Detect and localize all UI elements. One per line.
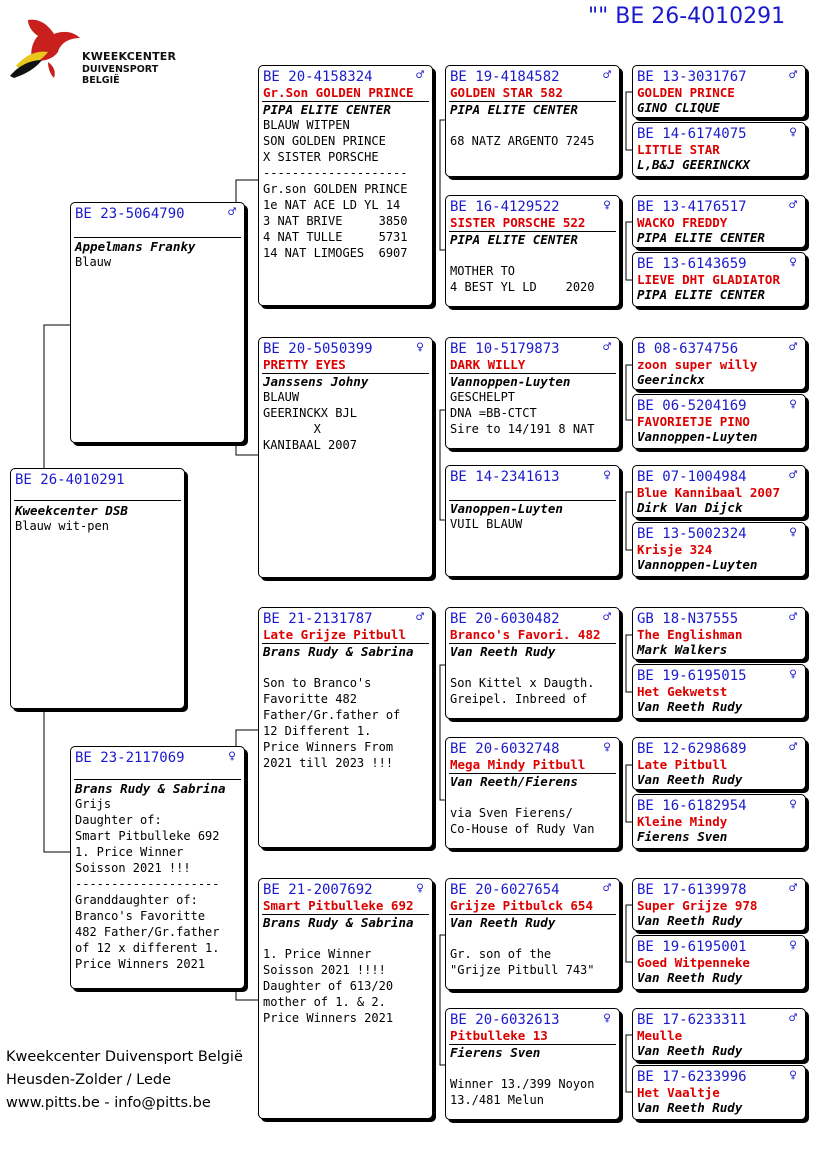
female-icon: ♀: [789, 797, 797, 812]
kweekcenter-logo: [8, 16, 180, 84]
pigeon-details: Son Kittel x Daugth. Greipel. Inbreed of: [450, 676, 595, 706]
owner-name: Fierens Sven: [637, 829, 728, 844]
pigeon-details: Blauw: [75, 255, 112, 269]
male-icon: ♂: [603, 610, 611, 625]
owner-name: Van Reeth Rudy: [637, 699, 743, 714]
female-icon: ♀: [789, 397, 797, 412]
owner-name: PIPA ELITE CENTER: [263, 102, 391, 117]
male-icon: ♂: [603, 68, 611, 83]
pigeon-details: GESCHELPT DNA =BB-CTCT Sire to 14/191 8 NAT: [450, 390, 595, 436]
male-icon: ♂: [416, 610, 424, 625]
male-icon: ♂: [603, 881, 611, 896]
pigeon-name: Meulle: [637, 1028, 683, 1043]
ring-number: BE 17-6233311: [637, 1012, 747, 1028]
ring-number: BE 23-5064790: [75, 206, 185, 222]
ring-number: BE 12-6298689: [637, 741, 747, 757]
ring-number: BE 19-6195015: [637, 668, 747, 684]
female-icon: ♀: [228, 749, 236, 764]
owner-name: Appelmans Franky: [75, 239, 196, 254]
pigeon-card-gen4-4[interactable]: [632, 252, 806, 307]
pigeon-name: FAVORIETJE PINO: [637, 414, 750, 429]
pigeon-name: Late Grijze Pitbull: [263, 627, 406, 642]
ring-number: BE 19-6195001: [637, 939, 747, 955]
owner-name: Van Reeth Rudy: [450, 915, 556, 930]
pigeon-card-gen3-1[interactable]: [445, 65, 620, 177]
pigeon-name: LIEVE DHT GLADIATOR: [637, 272, 780, 287]
pigeon-details: Blauw wit-pen: [15, 519, 109, 533]
ring-number: BE 20-6032748: [450, 741, 560, 757]
ring-number: BE 20-4158324: [263, 69, 373, 85]
footer-contact: [6, 1046, 243, 1115]
pigeon-card-gen2-4[interactable]: [258, 878, 433, 1119]
ring-number: BE 19-4184582: [450, 69, 560, 85]
ring-number: BE 13-4176517: [637, 199, 747, 215]
divider: [14, 500, 181, 501]
male-icon: ♂: [789, 340, 797, 355]
pigeon-details: Grijs Daughter of: Smart Pitbulleke 692 1. Price Winner Soisson 2021 !!! -------------------- Granddaughter of: Branco's Favoritte 482 Father/Gr.father of 12 x different 1. Price Winners 2021: [75, 797, 220, 971]
pigeon-name: Grijze Pitbulck 654: [450, 898, 593, 913]
female-icon: ♀: [603, 198, 611, 213]
pigeon-card-gen4-2[interactable]: [632, 122, 806, 177]
pigeon-card-gen4-7[interactable]: [632, 465, 806, 518]
pigeon-card-gen4-1[interactable]: [632, 65, 806, 118]
pigeon-details: Winner 13./399 Noyon 13./481 Melun: [450, 1077, 595, 1107]
ring-number: B 08-6374756: [637, 341, 739, 357]
pigeon-card-gen4-5[interactable]: [632, 337, 806, 390]
male-icon: ♂: [789, 68, 797, 83]
pigeon-card-gen2-1[interactable]: [258, 65, 433, 306]
pigeon-card-gen3-7[interactable]: [445, 878, 620, 990]
pigeon-name: zoon super willy: [637, 357, 758, 372]
logo-text-line1: KWEEKCENTER: [82, 50, 177, 63]
female-icon: ♀: [789, 125, 797, 140]
ring-number: BE 13-3031767: [637, 69, 747, 85]
pigeon-card-subject[interactable]: [10, 468, 185, 709]
ring-number: BE 17-6139978: [637, 882, 747, 898]
male-icon: ♂: [416, 68, 424, 83]
pigeon-card-dam[interactable]: [70, 746, 245, 989]
pigeon-card-gen3-4[interactable]: [445, 465, 620, 577]
pigeon-name: PRETTY EYES: [263, 357, 346, 372]
ring-number: BE 20-6032613: [450, 1012, 560, 1028]
ring-number: BE 16-4129522: [450, 199, 560, 215]
pigeon-details: 68 NATZ ARGENTO 7245: [450, 134, 595, 148]
pigeon-card-gen4-16[interactable]: [632, 1065, 806, 1120]
ring-number: BE 06-5204169: [637, 398, 747, 414]
pigeon-name: Pitbulleke 13: [450, 1028, 548, 1043]
owner-name: Van Reeth/Fierens: [450, 774, 578, 789]
ring-number: BE 20-6027654: [450, 882, 560, 898]
pigeon-name: SISTER PORSCHE 522: [450, 215, 586, 230]
pigeon-details: BLAUW WITPEN SON GOLDEN PRINCE X SISTER PORSCHE -------------------- Gr.son GOLDEN PRINCE 1e NAT ACE LD YL 14 3 NAT BRIVE 3850 4 NAT TULLE 5731 14 NAT LIMOGES 6907: [263, 118, 408, 260]
ring-number: BE 14-6174075: [637, 126, 747, 142]
pigeon-card-gen4-9[interactable]: [632, 607, 806, 660]
owner-name: L,B&J GEERINCKX: [637, 157, 750, 172]
pigeon-name: DARK WILLY: [450, 357, 526, 372]
pigeon-card-gen3-8[interactable]: [445, 1008, 620, 1120]
ring-number: BE 16-6182954: [637, 798, 747, 814]
male-icon: ♂: [789, 1011, 797, 1026]
owner-name: Geerinckx: [637, 372, 705, 387]
owner-name: Van Reeth Rudy: [450, 644, 556, 659]
owner-name: Van Reeth Rudy: [637, 1100, 743, 1115]
pigeon-name: Late Pitbull: [637, 757, 728, 772]
pigeon-logo-icon: [8, 16, 84, 80]
owner-name: Van Reeth Rudy: [637, 772, 743, 787]
female-icon: ♀: [603, 1011, 611, 1026]
female-icon: ♀: [789, 938, 797, 953]
male-icon: ♂: [789, 198, 797, 213]
ring-number: BE 17-6233996: [637, 1069, 747, 1085]
pigeon-card-gen3-6[interactable]: [445, 737, 620, 849]
pigeon-details: via Sven Fierens/ Co-House of Rudy Van: [450, 806, 595, 836]
owner-name: GINO CLIQUE: [637, 100, 720, 115]
owner-name: PIPA ELITE CENTER: [637, 230, 765, 245]
female-icon: ♀: [789, 667, 797, 682]
male-icon: ♂: [228, 205, 236, 220]
ring-number: BE 23-2117069: [75, 750, 185, 766]
pigeon-card-gen4-6[interactable]: [632, 394, 806, 449]
footer-location: Heusden-Zolder / Lede: [6, 1072, 172, 1088]
male-icon: ♂: [789, 881, 797, 896]
pigeon-card-gen4-13[interactable]: [632, 878, 806, 931]
owner-name: Vannoppen-Luyten: [450, 374, 571, 389]
owner-name: Fierens Sven: [450, 1045, 541, 1060]
pigeon-name: WACKO FREDDY: [637, 215, 728, 230]
owner-name: Brans Rudy & Sabrina: [75, 781, 226, 796]
ring-number: BE 13-5002324: [637, 526, 747, 542]
footer-web-email[interactable]: www.pitts.be - info@pitts.be: [6, 1095, 211, 1111]
pigeon-name: Smart Pitbulleke 692: [263, 898, 414, 913]
female-icon: ♀: [603, 740, 611, 755]
pigeon-card-gen2-2[interactable]: [258, 337, 433, 578]
pigeon-name: Gr.Son GOLDEN PRINCE: [263, 85, 414, 100]
pigeon-name: GOLDEN STAR 582: [450, 85, 563, 100]
owner-name: Kweekcenter DSB: [15, 503, 128, 518]
pigeon-name: Goed Witpenneke: [637, 955, 750, 970]
ring-number: BE 07-1004984: [637, 469, 747, 485]
ring-number: BE 21-2007692: [263, 882, 373, 898]
female-icon: ♀: [789, 525, 797, 540]
pigeon-name: Het Vaaltje: [637, 1085, 720, 1100]
pigeon-card-gen4-11[interactable]: [632, 737, 806, 790]
pigeon-card-gen4-14[interactable]: [632, 935, 806, 990]
pigeon-name: Blue Kannibaal 2007: [637, 485, 780, 500]
owner-name: Vanoppen-Luyten: [450, 501, 563, 516]
divider: [74, 779, 241, 780]
owner-name: Janssens Johny: [263, 374, 369, 389]
pigeon-name: Het Gekwetst: [637, 684, 728, 699]
pigeon-card-gen3-3[interactable]: [445, 337, 620, 449]
pigeon-card-gen4-10[interactable]: [632, 664, 806, 719]
ring-number: BE 13-6143659: [637, 256, 747, 272]
owner-name: Van Reeth Rudy: [637, 970, 743, 985]
male-icon: ♂: [789, 740, 797, 755]
owner-name: Van Reeth Rudy: [637, 913, 743, 928]
female-icon: ♀: [603, 468, 611, 483]
female-icon: ♀: [416, 881, 424, 896]
ring-number: BE 10-5179873: [450, 341, 560, 357]
pigeon-card-gen4-12[interactable]: [632, 794, 806, 849]
pedigree-title: "" BE 26-4010291: [588, 4, 786, 29]
pigeon-name: LITTLE STAR: [637, 142, 720, 157]
owner-name: PIPA ELITE CENTER: [450, 102, 578, 117]
male-icon: ♂: [789, 610, 797, 625]
pigeon-card-gen4-8[interactable]: [632, 522, 806, 577]
ring-number: BE 21-2131787: [263, 611, 373, 627]
owner-name: PIPA ELITE CENTER: [637, 287, 765, 302]
female-icon: ♀: [416, 340, 424, 355]
ring-number: BE 26-4010291: [15, 472, 125, 488]
pigeon-name: The Englishman: [637, 627, 743, 642]
pigeon-details: Son to Branco's Favoritte 482 Father/Gr.father of 12 Different 1. Price Winners From 2021 till 2023 !!!: [263, 676, 401, 770]
ring-number: BE 20-6030482: [450, 611, 560, 627]
pigeon-details: 1. Price Winner Soisson 2021 !!!! Daughter of 613/20 mother of 1. & 2. Price Winners 2021: [263, 947, 394, 1025]
female-icon: ♀: [789, 255, 797, 270]
owner-name: Vannoppen-Luyten: [637, 557, 758, 572]
owner-name: Van Reeth Rudy: [637, 1043, 743, 1058]
female-icon: ♀: [789, 1068, 797, 1083]
pigeon-card-gen4-15[interactable]: [632, 1008, 806, 1061]
pigeon-name: Kleine Mindy: [637, 814, 728, 829]
pigeon-card-sire[interactable]: [70, 202, 245, 443]
pigeon-details: VUIL BLAUW: [450, 517, 523, 531]
pigeon-name: GOLDEN PRINCE: [637, 85, 735, 100]
male-icon: ♂: [789, 468, 797, 483]
pigeon-details: BLAUW GEERINCKX BJL X KANIBAAL 2007: [263, 390, 357, 452]
pigeon-details: Gr. son of the "Grijze Pitbull 743": [450, 947, 595, 977]
ring-number: GB 18-N37555: [637, 611, 739, 627]
ring-number: BE 14-2341613: [450, 469, 560, 485]
pigeon-name: Krisje 324: [637, 542, 713, 557]
owner-name: PIPA ELITE CENTER: [450, 232, 578, 247]
pigeon-card-gen3-5[interactable]: [445, 607, 620, 719]
owner-name: Vannoppen-Luyten: [637, 429, 758, 444]
pigeon-card-gen4-3[interactable]: [632, 195, 806, 248]
pigeon-name: Super Grijze 978: [637, 898, 758, 913]
footer-company: Kweekcenter Duivensport België: [6, 1049, 243, 1065]
owner-name: Dirk Van Dijck: [637, 500, 743, 515]
pigeon-card-gen2-3[interactable]: [258, 607, 433, 848]
pigeon-details: MOTHER TO 4 BEST YL LD 2020: [450, 264, 595, 294]
pigeon-card-gen3-2[interactable]: [445, 195, 620, 307]
owner-name: Mark Walkers: [637, 642, 728, 657]
owner-name: Brans Rudy & Sabrina: [263, 915, 414, 930]
pigeon-name: Mega Mindy Pitbull: [450, 757, 586, 772]
male-icon: ♂: [603, 340, 611, 355]
owner-name: Brans Rudy & Sabrina: [263, 644, 414, 659]
ring-number: BE 20-5050399: [263, 341, 373, 357]
logo-text-line2: DUIVENSPORT BELGIË: [82, 64, 159, 86]
pigeon-name: Branco's Favori. 482: [450, 627, 601, 642]
divider: [74, 237, 241, 238]
